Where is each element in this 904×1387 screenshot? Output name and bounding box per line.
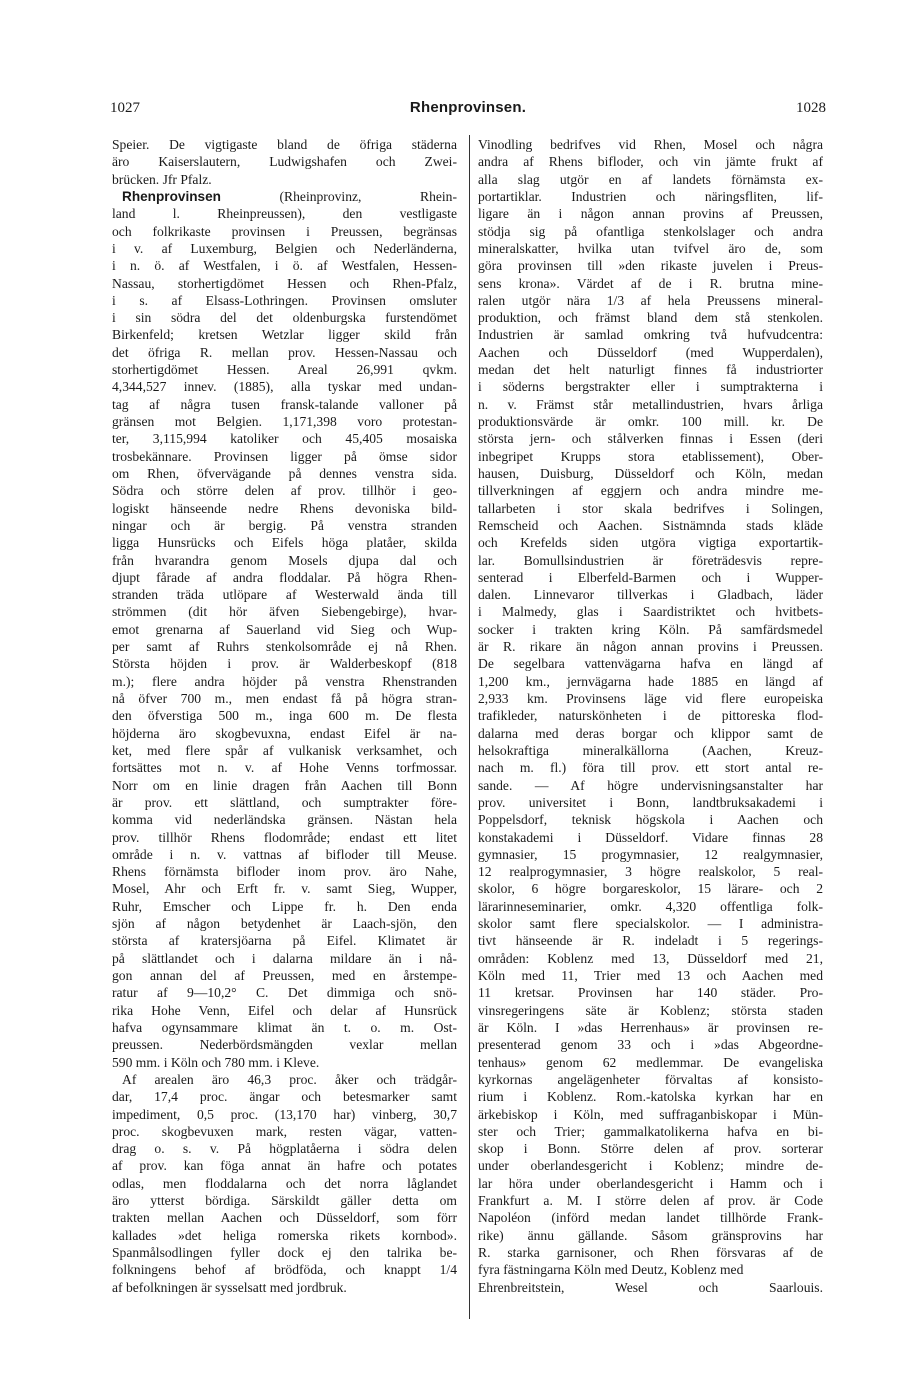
- text-line: ningar och är bergig. På venstra stranden: [112, 517, 457, 533]
- text-line: strömmen (dit hör äfven Siebengebirge), hvar-: [112, 604, 457, 620]
- text-line: rium i Koblenz. Rom.-katolska kyrkan har en: [478, 1089, 823, 1105]
- text-line: medan det helt naturligt finnes få industriorter: [478, 362, 823, 378]
- text-line: äro Kaiserslautern, Ludwigshafen och Zwei-: [112, 154, 457, 170]
- text-line: af prov. kan föga annat än hafre och potates: [112, 1158, 457, 1174]
- text-line: trafikleder, naturskönheten i de pittoreska flod-: [478, 708, 823, 724]
- text-line: rika Hohe Venn, Eifel och delar af Hunsrück: [112, 1002, 457, 1018]
- text-line: Napoléon (införd medan landet tillhörde Frank-: [478, 1210, 823, 1226]
- text-line: preussen. Nederbördsmängden vexlar mellan: [112, 1037, 457, 1053]
- text-line: presenterad genom 33 och i »das Abgeordne-: [478, 1037, 823, 1053]
- text-line: impediment, 0,5 proc. (13,170 har) vinberg, 30,7: [112, 1106, 457, 1122]
- text-line: per samt af Ruhrs stenkolsområde ej nå Rhen.: [112, 639, 457, 655]
- text-line: Aachen och Düsseldorf (med Wupperdalen),: [478, 344, 823, 360]
- text-line: senterad i Elberfeld-Barmen och i Wupper-: [478, 569, 823, 585]
- text-line: folkningens behof af brödföda, och knappt 1/4: [112, 1262, 457, 1278]
- text-line: logiskt hänseende nedre Rhens devoniska bild-: [112, 500, 457, 516]
- text-line: Remscheid och Aachen. Sistnämnda stads kläde: [478, 517, 823, 533]
- text-line: 590 mm. i Köln och 780 mm. i Kleve.: [112, 1054, 320, 1070]
- text-line: Mosel, Ahr och Erft fr. v. samt Sieg, Wupper,: [112, 881, 457, 897]
- text-line: odlas, men floddalarna och det norra låglandet: [112, 1175, 457, 1191]
- text-line: skop i Bonn. Större delen af prov. sorterar: [478, 1141, 823, 1157]
- text-line: proc. skogbevuxen mark, resten vägar, vatten-: [112, 1123, 457, 1139]
- text-line: Södra och större delen af prov. tillhör i geo-: [112, 483, 457, 499]
- text-line: stödja sig på ofantliga stenkolslager och andra: [478, 223, 823, 239]
- text-line: inbegripet Krupps stora etablissement), Ober-: [478, 448, 823, 464]
- text-line: 4,344,527 innev. (1885), alla tyskar med undan-: [112, 379, 457, 395]
- text-line: nach m. fl.) föra till prov. ett stort antal re-: [478, 760, 823, 776]
- text-line: dalen. Linnevaror tillverkas i Gladbach, läder: [478, 587, 823, 603]
- text-line: ligare än i någon annan provins af Preussen,: [478, 206, 823, 222]
- text-column-left: [112, 136, 457, 1318]
- text-line: 1,200 km., jernvägarna hade 1885 en längd af: [478, 673, 823, 689]
- text-line: och folkrikaste provinsen i Preussen, begränsas: [112, 223, 457, 239]
- text-line: 12 realprogymnasier, 3 högre realskolor, 5 real-: [478, 864, 823, 880]
- text-line: från hvarandra genom Mosels djupa dal och: [112, 552, 457, 568]
- text-line: trakten mellan Aachen och Düsseldorf, som förr: [112, 1210, 457, 1226]
- page-number-right: 1028: [796, 100, 826, 116]
- page-header: [110, 99, 826, 119]
- text-line: prov. universitet i Bonn, landtbruksakademi i: [478, 794, 823, 810]
- text-line: alla slag utgör en af landets förnämsta ex-: [478, 171, 823, 187]
- text-line: socker i trakten kring Köln. På samfärdsmedel: [478, 621, 823, 637]
- text-line: tivt hänseende är R. indeladt i 5 regerings-: [478, 933, 823, 949]
- text-line: djupt fårade af andra floddalar. På högra Rhen-: [112, 569, 457, 585]
- text-line: lärarinneseminarier, omkr. 4,320 offentliga folk-: [478, 898, 823, 914]
- text-line: tenhaus» genom 62 medlemmar. De evangeliska: [478, 1054, 823, 1070]
- text-line: tallarbeten i stor skala bedrifves i Solingen,: [478, 500, 823, 516]
- text-line: sjön af någon betydenhet är Laach-sjön, den: [112, 916, 457, 932]
- text-line: ter, 3,115,994 katoliker och 45,405 mosaiska: [112, 431, 457, 447]
- text-line: sens krona». Värdet af de i R. brutna mine-: [478, 275, 823, 291]
- text-line: är R. rikare än någon annan provins i Preussen.: [478, 639, 823, 655]
- text-line: Industrien är samlad omkring två hufvudcentra:: [478, 327, 823, 343]
- text-line: tillverkningen af eggjern och andra mindre me-: [478, 483, 823, 499]
- text-line: Speier. De vigtigaste bland de öfriga städerna: [112, 137, 457, 152]
- text-line: brücken. Jfr Pfalz.: [112, 171, 212, 187]
- text-line: Köln med 11, Trier med 13 och Aachen med: [478, 968, 823, 983]
- text-line: under oberlandesgericht i Koblenz; mindre de-: [478, 1158, 823, 1174]
- text-line: komma vid nederländska gränsen. Nästan hela: [112, 812, 457, 828]
- text-line: af befolkningen är sysselsatt med jordbruk.: [112, 1279, 347, 1295]
- page-number-left: 1027: [110, 100, 140, 116]
- text-line: ket, med flere spår af vulkanisk verksamhet, och: [112, 742, 457, 758]
- text-line: Nassau, storhertigdömet Hessen och Rhen-Pfalz,: [112, 275, 457, 291]
- text-line: Norr om en linie dragen från Aachen till Bonn: [112, 777, 457, 793]
- text-line: kallades »det heliga romerska rikets kornbod».: [112, 1227, 457, 1243]
- text-line: skolor, 6 högre borgareskolor, 15 lärare- och 2: [478, 881, 823, 897]
- text-line: lar höra under oberlandesgericht i Hamm och i: [478, 1175, 823, 1191]
- text-line: Största höjden i prov. är Walderbeskopf (818: [112, 656, 457, 672]
- text-line: storhertigdömet Hessen. Areal 26,991 qvkm.: [112, 362, 457, 378]
- text-line: Ehrenbreitstein, Wesel och Saarlouis.: [478, 1279, 823, 1295]
- text-line: konstakademi i Düsseldorf. Vidare finnas 28: [478, 829, 823, 845]
- text-line: kyrkornas angelägenheter förvaltas af konsisto-: [478, 1071, 823, 1087]
- text-line: områden: Koblenz med 13, Düsseldorf med 21,: [478, 950, 823, 966]
- text-line: göra provinsen till »den rikaste juvelen i Preus-: [478, 258, 823, 274]
- text-line: gon annan del af Preussen, med en årstempe-: [112, 968, 457, 983]
- text-line: helsokraftiga mineralkällorna (Aachen, Kreuz-: [478, 742, 823, 758]
- text-line: dar, 17,4 proc. ängar och betesmarker samt: [112, 1089, 457, 1105]
- text-line: i Malmedy, glas i Saardistriktet och hvitbets-: [478, 604, 823, 620]
- text-line: 11 kretsar. Provinsen har 140 städer. Pro-: [478, 985, 823, 1001]
- text-line: ligga Hunsrücks och Eifels höga platåer, skilda: [112, 535, 457, 551]
- text-line: hafva ogynsammare klimat än t. o. m. Ost-: [112, 1019, 457, 1035]
- text-line: område i n. v. vattnas af bifloder till Meuse.: [112, 846, 457, 862]
- text-line: trosbekännare. Provinsen ligger på ömse sidor: [112, 448, 457, 464]
- text-line: Frankfurt a. M. I större delen af prov. är Code: [478, 1193, 823, 1209]
- entry-headword: Rhenprovinsen: [122, 188, 221, 204]
- text-line: Ruhr, Emscher och Lippe fr. h. Den enda: [112, 898, 457, 914]
- text-line: produktion, och främst bland dem stå stenkolen.: [478, 310, 823, 326]
- text-line: och Krefelds siden utgöra vigtiga exportartik-: [478, 535, 823, 551]
- text-line: i n. ö. af Westfalen, i ö. af Westfalen, Hessen-: [112, 258, 457, 274]
- text-line: Vinodling bedrifves vid Rhen, Mosel och några: [478, 137, 823, 152]
- text-line: n. v. Främst står metallindustrien, hvars årliga: [478, 396, 823, 412]
- text-line: Poppelsdorf, teknisk högskola i Aachen och: [478, 812, 823, 828]
- text-line: drag o. s. v. På högplatåerna i södra delen: [112, 1141, 457, 1157]
- column-divider: [469, 135, 470, 1319]
- text-line: om Rhen, öfvervägande på dennes venstra sida.: [112, 465, 457, 481]
- text-line: Rhens förnämsta bifloder inom prov. äro Nahe,: [112, 864, 457, 880]
- text-line: skolor samt flere specialskolor. — I administra-: [478, 916, 823, 932]
- text-line: lar. Bomullsindustrien är företrädesvis repre-: [478, 552, 823, 568]
- text-line: är Köln. I »das Herrenhaus» är provinsen re-: [478, 1019, 823, 1035]
- text-line: i sin södra del det oldenburgska furstendömet: [112, 310, 457, 326]
- text-line: Birkenfeld; kretsen Wetzlar ligger skild från: [112, 327, 457, 343]
- text-line: tag af några tusen fransk-talande valloner på: [112, 396, 457, 412]
- text-line: ralen utgör nära 1/3 af hela Preussens mineral-: [478, 292, 823, 308]
- text-line: i v. af Luxemburg, Belgien och Nederländerna,: [112, 240, 457, 256]
- text-line: gymnasier, 15 progymnasier, 12 realgymnasier,: [478, 846, 823, 862]
- page-title: Rhenprovinsen.: [409, 99, 527, 116]
- text-line: fyra fästningarna Köln med Deutz, Koblenz med: [478, 1262, 744, 1278]
- text-line: mineralskatter, hvilka utan tvifvel äro de, som: [478, 240, 823, 256]
- text-line: på slättlandet och i dalarna mildare än i nå-: [112, 950, 457, 966]
- text-line: äro ytterst bördiga. Särskildt gäller detta om: [112, 1193, 457, 1209]
- text-line: stranden träda utlöpare af Westerwald ända till: [112, 587, 457, 603]
- text-line: det öfriga R. mellan prov. Hessen-Nassau och: [112, 344, 457, 360]
- text-line: i söderns bergstrakter eller i sumptrakterna i: [478, 379, 823, 395]
- text-line: produktionsvärde är omkr. 100 mill. kr. De: [478, 414, 823, 429]
- text-line: största af kratersjöarna på Eifel. Klimatet är: [112, 933, 457, 949]
- text-line: är prov. ett slättland, och sumptrakter före-: [112, 794, 457, 810]
- text-line: Rhenprovinsen (Rheinprovinz, Rhein-: [122, 188, 457, 204]
- text-line: portartiklar. Industrien och näringsfliten, lif-: [478, 188, 823, 204]
- text-line: andra af Rhens bifloder, och vin jämte frukt af: [478, 154, 823, 170]
- text-line: Spanmålsodlingen fyller dock ej den talrika be-: [112, 1245, 457, 1260]
- text-line: ärkebiskop i Köln, med suffraganbiskopar i Mün-: [478, 1106, 823, 1122]
- text-line: vinsregeringens säte är Koblenz; största staden: [478, 1002, 823, 1018]
- text-line: höjderna äro skogbevuxna, endast Eifel är na-: [112, 725, 457, 741]
- text-line: prov. tillhör Rhens flodområde; endast ett litet: [112, 829, 457, 845]
- text-line: R. starka garnisoner, och Rhen försvaras af de: [478, 1245, 823, 1260]
- text-line: i s. af Elsass-Lothringen. Provinsen omsluter: [112, 292, 457, 308]
- text-line: ratur af 9—10,2° C. Det dimmiga och snö-: [112, 985, 457, 1001]
- text-line: emot grenarna af Sauerland vid Sieg och Wup-: [112, 621, 457, 637]
- text-line: dalarna med deras borgar och klippor samt de: [478, 725, 823, 741]
- text-line: gränsen mot Belgien. 1,171,398 voro protestan-: [112, 414, 457, 429]
- text-line: nå öfver 700 m., men endast få på högra stran-: [112, 691, 457, 706]
- text-line: sande. — Af högre undervisningsanstalter har: [478, 777, 823, 793]
- text-line: fortsättes mot n. v. af Hohe Venns torfmossar.: [112, 760, 457, 776]
- text-line: hausen, Duisburg, Düsseldorf och Köln, medan: [478, 465, 823, 481]
- text-line: den öfverstiga 500 m., inga 600 m. De flesta: [112, 708, 457, 724]
- text-line: rike) ännu gällande. Såsom gränsprovins har: [478, 1227, 823, 1243]
- text-line: m.); flere andra höjder på venstra Rhenstranden: [112, 673, 457, 689]
- text-line: ster och Trier; gammalkatolikerna hafva en bi-: [478, 1123, 823, 1139]
- text-line: land l. Rheinpreussen), den vestligaste: [112, 206, 457, 222]
- text-line: 2,933 km. Provinsens läge vid flere europeiska: [478, 691, 823, 706]
- text-line: De segelbara vattenvägarna hafva en längd af: [478, 656, 823, 672]
- text-line: Af arealen äro 46,3 proc. åker och trädgår-: [122, 1071, 457, 1087]
- text-column-right: [478, 136, 823, 1318]
- text-line: största jern- och stålverken finnas i Essen (deri: [478, 431, 823, 447]
